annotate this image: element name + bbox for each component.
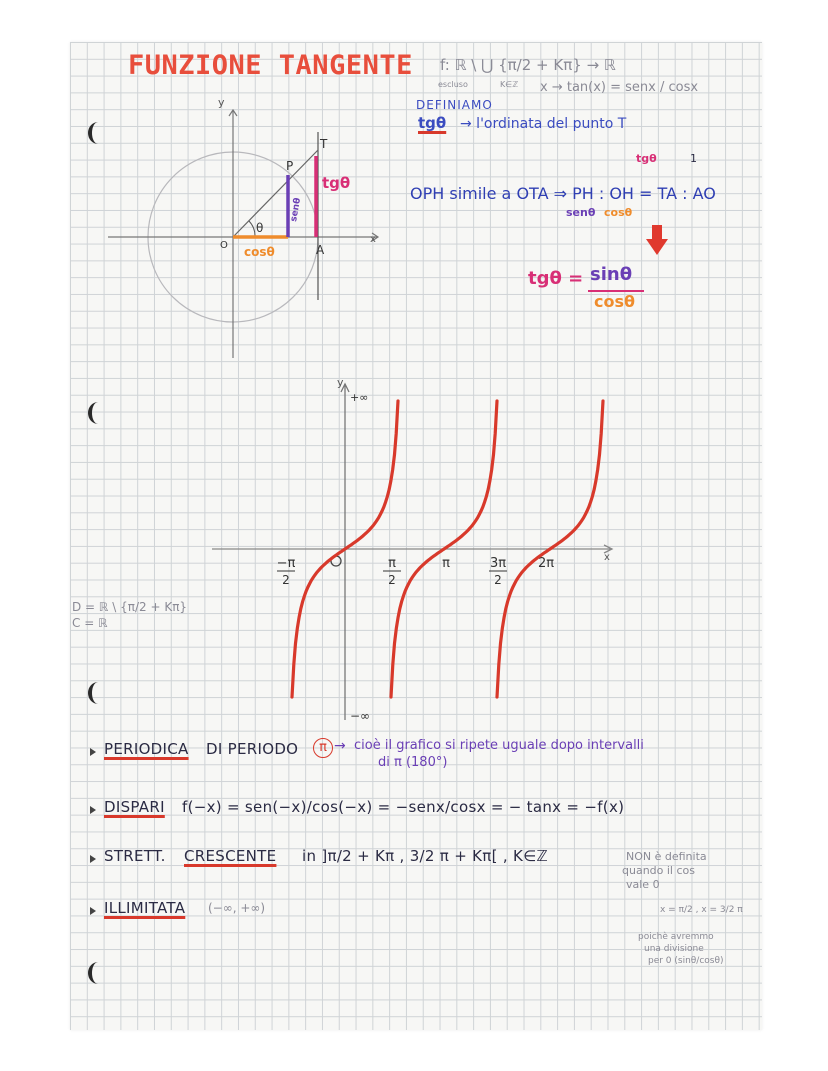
graph-y-label: y [337,376,344,389]
illimitata-range: (−∞, +∞) [208,901,266,915]
note-line-2: quando il cos [622,864,695,877]
definiamo-text: → l'ordinata del punto T [460,116,627,132]
function-rule: x → tan(x) = senx / cosx [540,80,699,95]
bullet-icon [90,806,96,814]
circle-x-label: x [370,234,376,245]
note-line-3: vale 0 [626,878,660,891]
circle-y-label: y [218,96,225,109]
strett-label: STRETT. [104,847,166,865]
x-tick-label: π [388,556,396,571]
x-tick-label: 2π [537,556,555,571]
periodica-label: PERIODICA [104,740,189,758]
note-line-6: una divisione [644,944,704,954]
circle-a-label: A [316,243,325,257]
minus-infinity-label: −∞ [350,709,371,723]
x-tick-label: 3π [489,556,507,571]
definiamo-tg: tgθ [418,114,447,132]
plus-infinity-label: +∞ [350,391,369,404]
circle-t-label: T [320,137,328,151]
dispari-label: DISPARI [104,798,165,816]
periodica-note-a: cioè il grafico si ripete uguale dopo intervalli [354,738,644,753]
period-value: π [313,738,333,758]
illimitata-label: ILLIMITATA [104,899,186,917]
result-denominator: cosθ [594,292,635,311]
circle-p-label: P [286,159,294,173]
note-line-4: x = π/2 , x = 3/2 π [660,905,743,915]
note-line-7: per 0 (sinθ/cosθ) [648,956,724,966]
dispari-text: f(−x) = sen(−x)/cos(−x) = −senx/cosx = − tanx = −f(x) [182,798,625,816]
x-tick-label: −π [276,556,296,571]
crescente-interval: in ]π/2 + Kπ , 3/2 π + Kπ[ , K∈ℤ [302,847,548,865]
note-line-5: poichè avremmo [638,932,714,942]
similarity-sen-label: senθ [566,206,596,219]
escluso-note: escluso [438,80,468,89]
similarity-one-label: 1 [690,152,697,165]
circle-origin-label: O [220,240,228,251]
x-tick-denominator: 2 [388,573,396,587]
result-tg: tgθ = [528,268,584,289]
circle-cos-label: cosθ [244,245,275,259]
x-tick-label: π [442,556,450,571]
similarity-cos-label: cosθ [604,206,633,219]
codomain-note: C = ℝ [72,616,108,630]
crescente-label: CRESCENTE [184,847,277,865]
arrow-icon: → [334,738,346,754]
circle-tg-label: tgθ [322,174,351,192]
note-line-1: NON è definita [626,850,707,863]
graph-x-label: x [604,552,610,563]
periodica-note-b: di π (180°) [378,755,448,770]
result-numerator: sinθ [590,264,633,285]
definiamo-heading: DEFINIAMO [416,98,493,112]
page-title: FUNZIONE TANGENTE [128,50,413,81]
x-tick-denominator: 2 [494,573,502,587]
bullet-icon [90,855,96,863]
periodica-text: DI PERIODO [206,740,299,758]
domain-note: D = ℝ \ {π/2 + Kπ} [72,600,188,614]
domain-subscript: K∈ℤ [500,80,519,89]
x-tick-denominator: 2 [282,573,290,587]
similarity-tg-label: tgθ [636,152,657,165]
similarity-statement: OPH simile a OTA ⇒ PH : OH = TA : AO [410,184,716,203]
circle-sen-label: senθ [289,197,304,223]
theta-label: θ [256,221,264,235]
bullet-icon [90,748,96,756]
bullet-icon [90,907,96,915]
function-domain-map: f: ℝ \ ⋃ {π/2 + Kπ} → ℝ [440,56,616,74]
